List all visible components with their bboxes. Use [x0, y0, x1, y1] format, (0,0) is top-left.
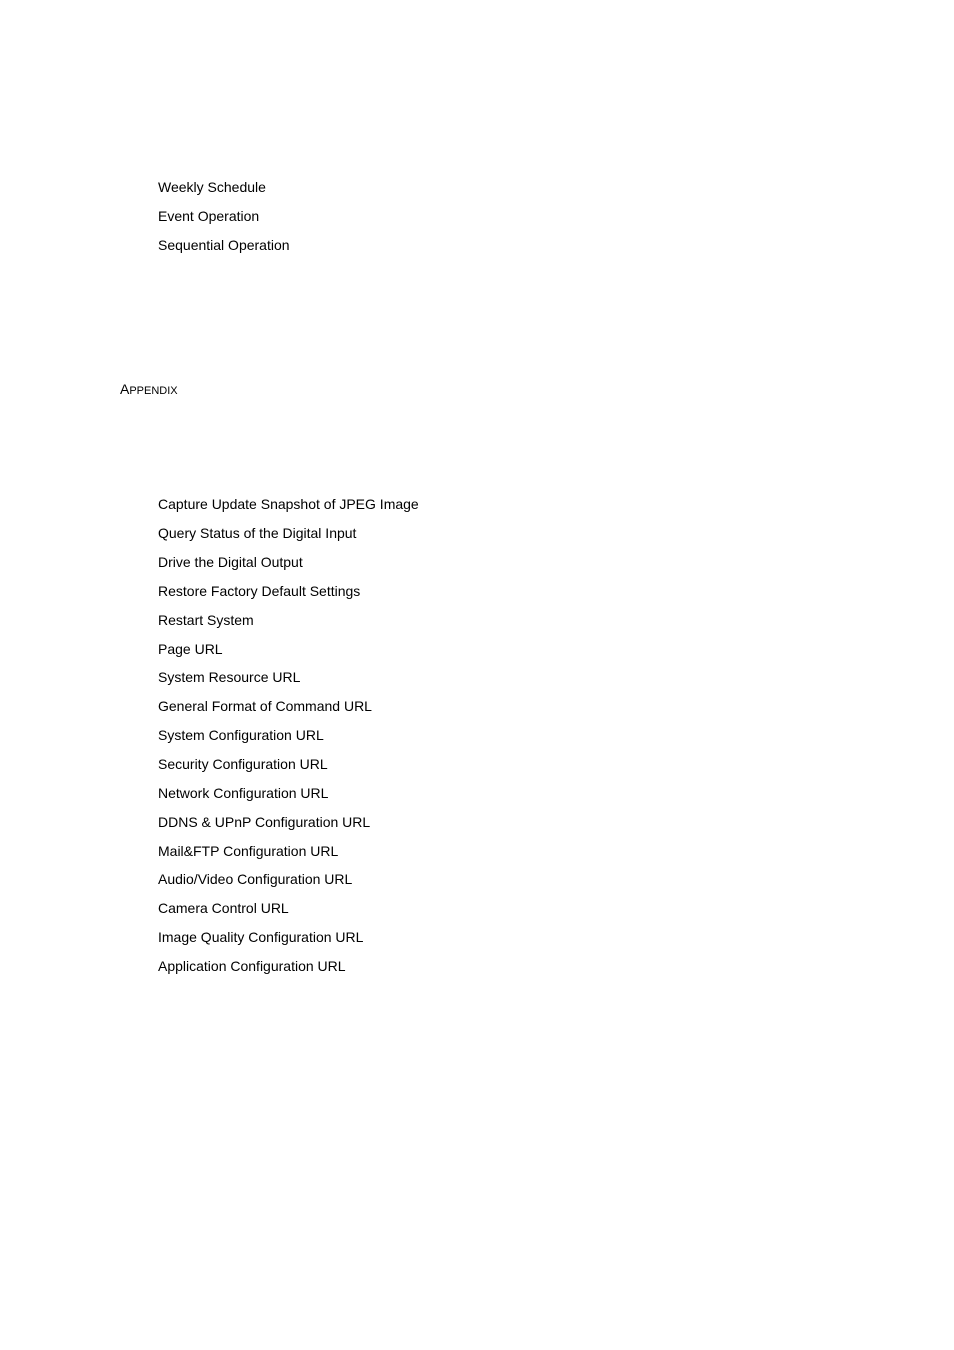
toc-entry-query-digital-input[interactable]: Query Status of the Digital Input — [158, 525, 357, 541]
toc-entry-audio-video-config-url[interactable]: Audio/Video Configuration URL — [158, 871, 353, 887]
toc-entry-mail-ftp-config-url[interactable]: Mail&FTP Configuration URL — [158, 843, 339, 859]
toc-entry-restart-system[interactable]: Restart System — [158, 612, 254, 628]
toc-entry-general-command-url[interactable]: General Format of Command URL — [158, 698, 372, 714]
toc-entry-application-config-url[interactable]: Application Configuration URL — [158, 958, 346, 974]
toc-entry-sequential-operation[interactable]: Sequential Operation — [158, 237, 290, 253]
toc-entry-drive-digital-output[interactable]: Drive the Digital Output — [158, 554, 303, 570]
appendix-heading-rest: PPENDIX — [129, 385, 178, 397]
toc-entry-ddns-upnp-config-url[interactable]: DDNS & UPnP Configuration URL — [158, 814, 371, 830]
toc-entry-event-operation[interactable]: Event Operation — [158, 208, 260, 224]
appendix-heading[interactable] — [120, 380, 178, 400]
toc-entry-system-config-url[interactable]: System Configuration URL — [158, 727, 324, 743]
appendix-heading-initial: A — [120, 381, 130, 397]
toc-entry-system-resource-url[interactable]: System Resource URL — [158, 669, 301, 685]
toc-entry-network-config-url[interactable]: Network Configuration URL — [158, 785, 329, 801]
toc-entry-camera-control-url[interactable]: Camera Control URL — [158, 900, 289, 916]
toc-entry-security-config-url[interactable]: Security Configuration URL — [158, 756, 328, 772]
toc-entry-page-url[interactable]: Page URL — [158, 641, 223, 657]
toc-entry-weekly-schedule[interactable]: Weekly Schedule — [158, 179, 266, 195]
toc-entry-image-quality-config-url[interactable]: Image Quality Configuration URL — [158, 929, 364, 945]
toc-entry-restore-factory-defaults[interactable]: Restore Factory Default Settings — [158, 583, 361, 599]
toc-entry-capture-snapshot[interactable]: Capture Update Snapshot of JPEG Image — [158, 496, 419, 512]
